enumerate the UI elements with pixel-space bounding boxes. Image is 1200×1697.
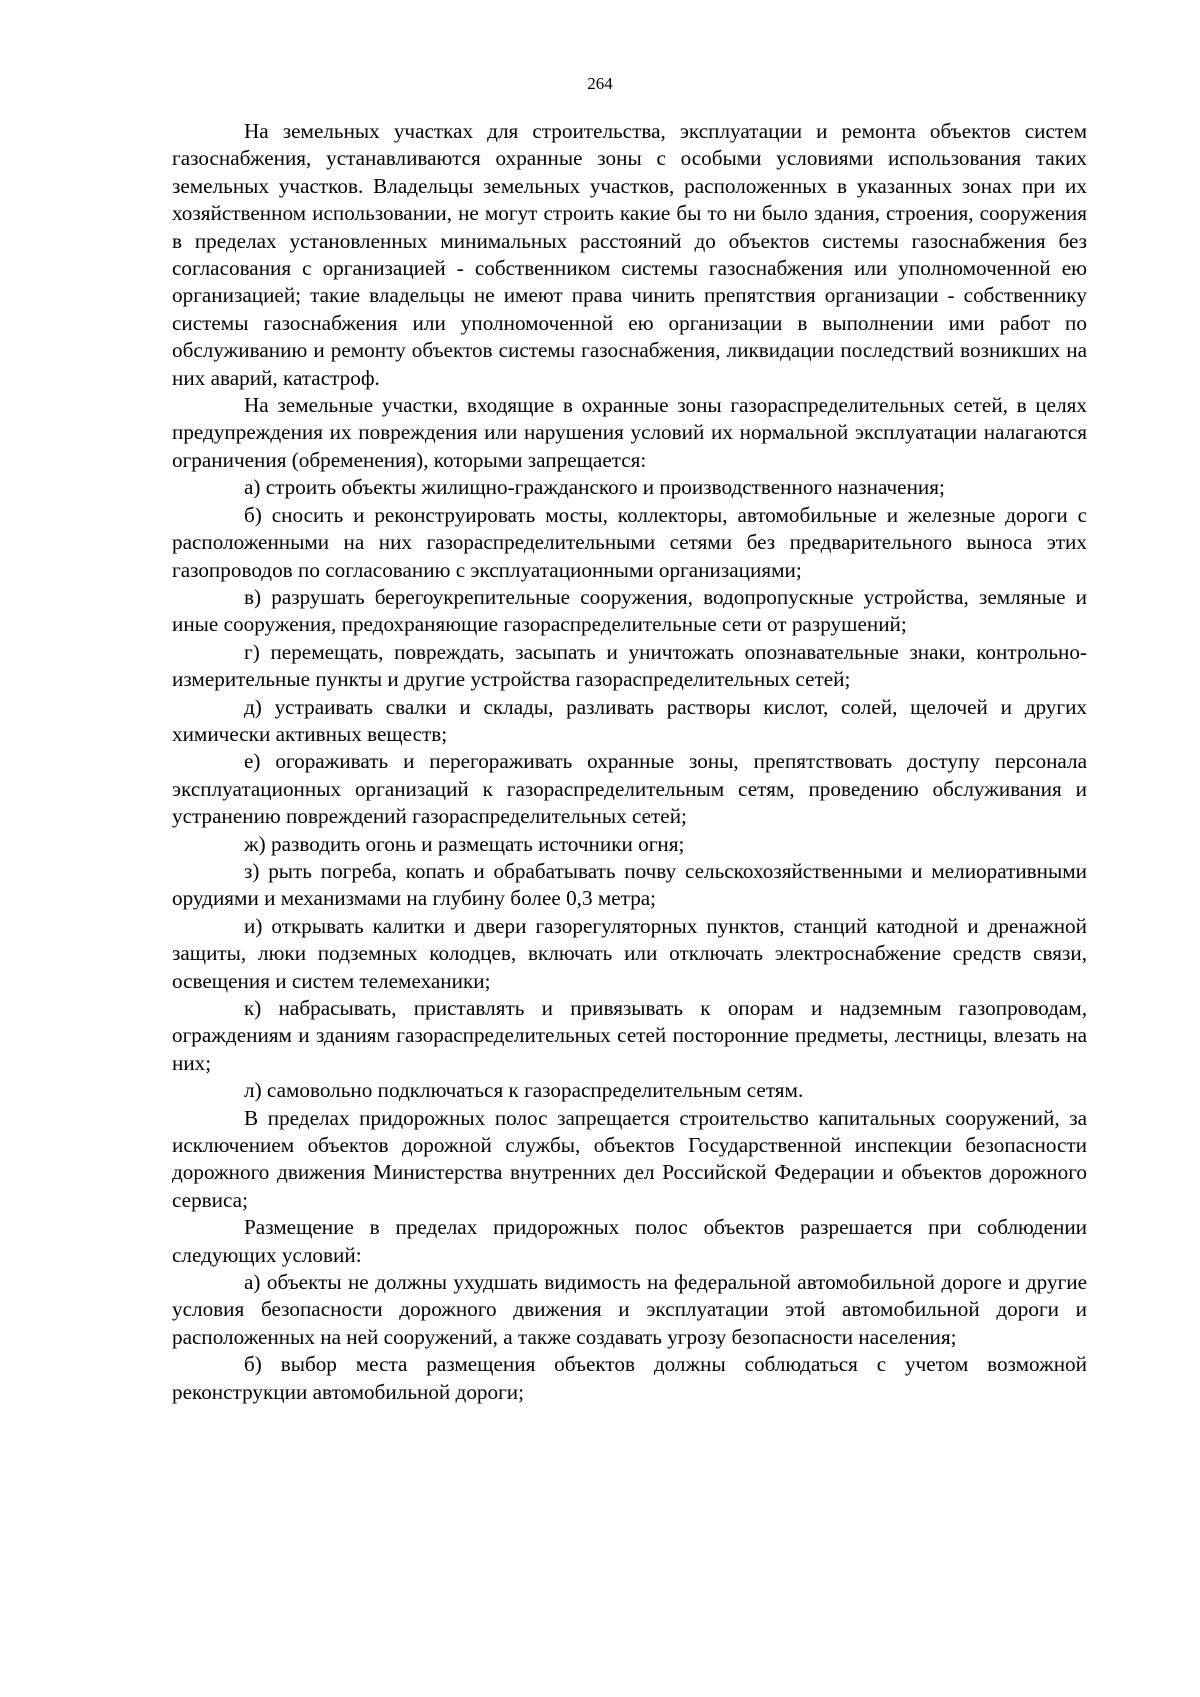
list-item-b: б) сносить и реконструировать мосты, коллекторы, автомобильные и железные дороги с расположенными на них газораспределительными сетями без предварительного выноса этих газопроводов по согласованию с эксплуатационными организациями; [172,502,1087,582]
list-item-zh: ж) разводить огонь и размещать источники огня; [244,831,685,856]
document-body [172,118,1087,1406]
condition-item-b: б) выбор места размещения объектов должны соблюдаться с учетом возможной реконструкции автомобильной дороги; [172,1352,1087,1404]
list-item-g: г) перемещать, повреждать, засыпать и уничтожать опознавательные знаки, контрольно-измерительные пункты и другие устройства газораспределительных сетей; [172,639,1087,692]
paragraph-placement-conditions: Размещение в пределах придорожных полос объектов разрешается при соблюдении следующих условий: [172,1215,1087,1267]
list-item-l: л) самовольно подключаться к газораспределительным сетям. [244,1078,804,1103]
page-number: 264 [587,74,613,93]
list-item-e: е) огораживать и перегораживать охранные зоны, препятствовать доступу персонала эксплуатационных организаций к газораспределительным сетям, проведению обслуживания и устранению повреждений газораспределительных сетей; [172,749,1087,829]
paragraph-restrictions-intro: На земельные участки, входящие в охранные зоны газораспределительных сетей, в целях предупреждения их повреждения или нарушения условий их нормальной эксплуатации налагаются ограничения (обременения), которыми запрещается: [172,393,1087,472]
list-item-v: в) разрушать берегоукрепительные сооружения, водопропускные устройства, земляные и иные сооружения, предохраняющие газораспределительные сети от разрушений; [172,584,1087,637]
paragraph-roadside-strips: В пределах придорожных полос запрещается строительство капитальных сооружений, за исключением объектов дорожной службы, объектов Государственной инспекции безопасности дорожного движения Министерства внутренних дел Российской Федерации и объектов дорожного сервиса; [172,1105,1087,1212]
list-item-i: и) открывать калитки и двери газорегуляторных пунктов, станций катодной и дренажной защиты, люки подземных колодцев, включать или отключать электроснабжение средств связи, освещения и систем телемеханики; [172,913,1087,993]
list-item-a: а) строить объекты жилищно-гражданского и производственного назначения; [244,475,945,500]
condition-item-a: а) объекты не должны ухудшать видимость на федеральной автомобильной дороге и другие условия безопасности дорожного движения и эксплуатации этой автомобильной дороги и расположенных на ней сооружений, а также создавать угрозу безопасности населения; [172,1270,1087,1349]
list-item-d: д) устраивать свалки и склады, разливать растворы кислот, солей, щелочей и других химически активных веществ; [172,694,1087,746]
paragraph-gas-protection-zones: На земельных участках для строительства, эксплуатации и ремонта объектов систем газоснабжения, устанавливаются охранные зоны с особыми условиями использования таких земельных участков. Владельцы земельных участков, расположенных в указанных зонах при их хозяйственном использовании, не могут строить какие бы то ни было здания, строения, сооружения в пределах установленных минимальных расстояний до объектов системы газоснабжения без согласования с организацией - собственником системы газоснабжения или уполномоченной ею организацией; такие владельцы не имеют права чинить препятствия организации - собственнику системы газоснабжения или уполномоченной ею организации в выполнении ими работ по обслуживанию и ремонту объектов системы газоснабжения, ликвидации последствий возникших на них аварий, катастроф. [172,119,1087,390]
list-item-z: з) рыть погреба, копать и обрабатывать почву сельскохозяйственными и мелиоративными орудиями и механизмами на глубину более 0,3 метра; [172,858,1087,911]
list-item-k: к) набрасывать, приставлять и привязывать к опорам и надземным газопроводам, ограждениям и зданиям газораспределительных сетей посторонние предметы, лестницы, влезать на них; [172,996,1087,1075]
